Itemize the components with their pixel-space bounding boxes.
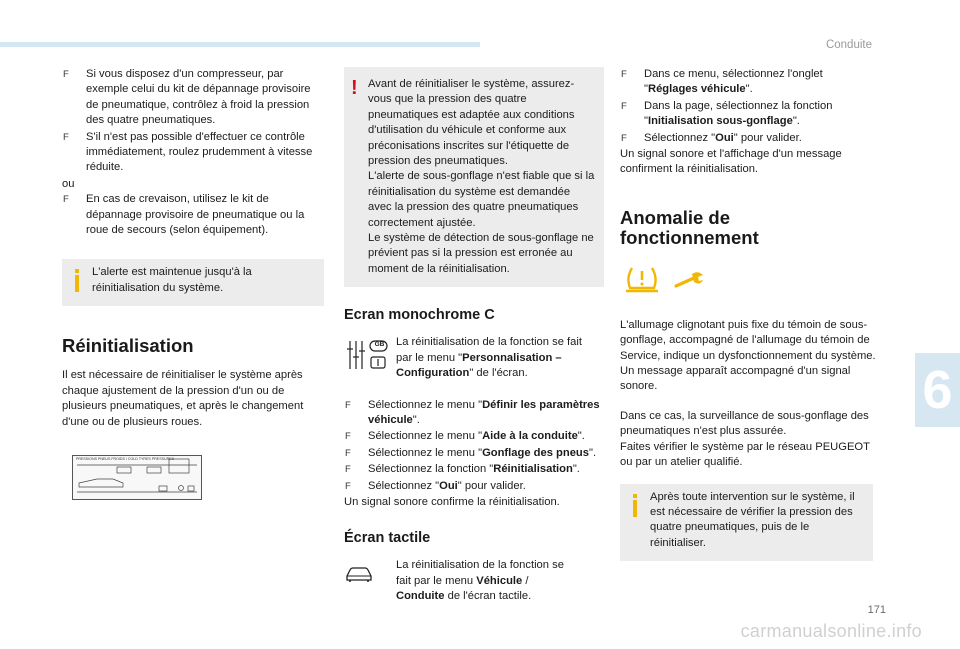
touch-block — [344, 558, 604, 604]
gb-label: GB — [374, 341, 385, 349]
column-2 — [344, 67, 604, 605]
header-bar — [0, 42, 480, 47]
info-box — [62, 259, 324, 306]
anomaly-text: Un message apparaît accompagné d'un signal sonore. — [620, 365, 851, 393]
bullet-item: F Si vous disposez d'un compresseur, par exemple celui du kit de dépannage provisoire de pneumatique, contrôlez à froid la pression des quatre pneumatiques. — [62, 67, 324, 129]
step-item: F Sélectionnez la fonction "Réinitialisation". — [344, 462, 604, 477]
under-inflation-warning-icon — [622, 264, 662, 294]
info-text: Après toute intervention sur le système, il est nécessaire de vérifier la pression des quatre pneumatiques, puis de le réinitialiser. — [650, 490, 855, 549]
page-number: 171 — [867, 604, 886, 616]
step-item: F Dans ce menu, sélectionnez l'onglet "Réglages véhicule". — [620, 67, 876, 98]
reinit-heading: Réinitialisation — [62, 335, 194, 357]
tire-pressure-label-icon — [72, 455, 202, 500]
step-item: F Sélectionnez "Oui" pour valider. — [344, 479, 604, 494]
service-wrench-icon — [674, 270, 706, 290]
step-item: F Sélectionnez le menu "Gonflage des pneus". — [344, 446, 604, 461]
bullet-item: F En cas de crevaison, utilisez le kit de dépannage provisoire de pneumatique ou la roue de secours (selon équipement). — [62, 192, 324, 238]
anomaly-heading: Anomalie de fonctionnement — [620, 206, 759, 248]
anomaly-text: Faites vérifier le système par le réseau PEUGEOT ou par un atelier qualifié. — [620, 440, 870, 469]
warning-text: Avant de réinitialiser le système, assurez-vous que la pression des quatre pneumatiques est adaptée aux conditions d'utilisation du véhicule et conforme aux préconisations inscrites sur l'étiquette de pression des pneumatiques. — [368, 78, 575, 168]
warning-icon: ! — [351, 77, 358, 99]
mono-intro: La réinitialisation de la fonction se fait par le menu "Personnalisation – Configuration" de l'écran. — [396, 336, 582, 380]
warning-text: Le système de détection de sous-gonflage ne prévient pas si la pression est erronée au moment de la réinitialisation. — [368, 232, 594, 275]
info-icon — [633, 494, 638, 517]
info-box — [620, 484, 873, 562]
info-icon — [75, 269, 80, 292]
mono-block — [344, 335, 604, 381]
warning-box — [344, 67, 604, 287]
section-title: Conduite — [825, 39, 872, 51]
step-item: F Sélectionnez "Oui" pour valider. — [620, 131, 876, 146]
anomaly-text: L'allumage clignotant puis fixe du témoin de sous-gonflage, accompagné de l'allumage du témoin de Service, indique un dysfonctionnement du système. — [620, 318, 876, 362]
step-item: F Dans la page, sélectionnez la fonction "Initialisation sous-gonflage". — [620, 99, 876, 130]
watermark: carmanualsonline.info — [740, 621, 922, 641]
step-item: F Sélectionnez le menu "Aide à la conduite". — [344, 429, 604, 444]
confirm-text: Un signal sonore et l'affichage d'un message confirment la réinitialisation. — [620, 148, 842, 176]
tire-label-header: PRESSIONS PNEUS FROIDS / COLD TYRES PRESSURES — [76, 456, 174, 461]
touch-heading: Écran tactile — [344, 530, 431, 547]
confirm-text: Un signal sonore confirme la réinitialisation. — [344, 495, 560, 508]
reinit-text: Il est nécessaire de réinitialiser le système après chaque ajustement de la pression d'un ou de plusieurs pneumatiques, et après le changement d'une ou de plusieurs roues. — [62, 369, 304, 428]
step-item: F Sélectionnez le menu "Définir les paramètres véhicule". — [344, 398, 604, 429]
or-text: ou — [62, 177, 75, 190]
info-text: L'alerte est maintenue jusqu'à la réinitialisation du système. — [92, 266, 252, 294]
column-3 — [620, 67, 876, 561]
warning-text: L'alerte de sous-gonflage n'est fiable que si la réinitialisation du système est demandée avec la pression des quatre pneumatiques correctement ajustée. — [368, 170, 595, 229]
touch-intro: La réinitialisation de la fonction se fait par le menu Véhicule / Conduite de l'écran tactile. — [396, 559, 564, 603]
car-icon — [344, 558, 396, 587]
anomaly-text: Dans ce cas, la surveillance de sous-gonflage des pneumatiques n'est plus assurée. — [620, 409, 869, 438]
monochrome-display-icon — [344, 335, 396, 369]
mono-steps — [344, 398, 604, 511]
column-1 — [62, 67, 324, 500]
warning-lamps — [622, 260, 876, 302]
chapter-tab: 6 — [915, 353, 960, 427]
mono-heading: Ecran monochrome C — [344, 307, 495, 324]
bullet-item: F S'il n'est pas possible d'effectuer ce contrôle immédiatement, roulez prudemment à vitesse réduite. — [62, 130, 324, 176]
